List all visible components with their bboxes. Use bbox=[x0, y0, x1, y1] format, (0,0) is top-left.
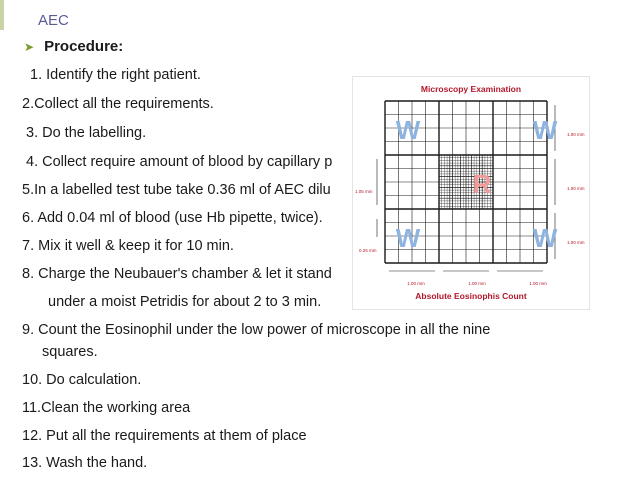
right-measure-label: 1.00 mm bbox=[567, 186, 585, 191]
corner-square-letter: W bbox=[532, 223, 558, 253]
left-measure-label: 0.25 mm bbox=[359, 248, 377, 253]
step-1: 1. Identify the right patient. bbox=[30, 67, 201, 83]
bottom-measure-label: 1.00 mm bbox=[407, 281, 425, 286]
bottom-measure-label: 1.00 mm bbox=[468, 281, 486, 286]
corner-accent bbox=[0, 0, 34, 30]
step-8: 8. Charge the Neubauer's chamber & let it stand bbox=[22, 266, 332, 282]
step-8-continued: under a moist Petridis for about 2 to 3 min. bbox=[48, 294, 322, 310]
neubauer-chamber-figure bbox=[352, 76, 590, 310]
bottom-measure-label: 1.00 mm bbox=[529, 281, 547, 286]
corner-square-letter: W bbox=[395, 115, 421, 145]
figure-title: Microscopy Examination bbox=[420, 84, 522, 94]
step-4: 4. Collect require amount of blood by capillary p bbox=[26, 154, 333, 170]
arrow-bullet-icon: ➤ bbox=[24, 40, 35, 54]
step-13: 13. Wash the hand. bbox=[22, 455, 148, 471]
step-5: 5.In a labelled test tube take 0.36 ml of AEC dilu bbox=[22, 182, 331, 198]
step-11: 11.Clean the working area bbox=[22, 400, 191, 416]
corner-square-letter: W bbox=[395, 223, 421, 253]
procedure-heading-text: Procedure: bbox=[44, 38, 124, 55]
step-9-continued: squares. bbox=[42, 344, 98, 360]
right-measure-label: 1.00 mm bbox=[567, 240, 585, 245]
step-10: 10. Do calculation. bbox=[22, 372, 142, 388]
corner-square-letter: W bbox=[532, 115, 558, 145]
step-12: 12. Put all the requirements at them of place bbox=[22, 428, 307, 444]
step-7: 7. Mix it well & keep it for 10 min. bbox=[22, 238, 234, 254]
center-square-letter: R bbox=[472, 169, 492, 199]
slide-brand: AEC bbox=[38, 12, 69, 29]
hemocytometer-grid bbox=[353, 77, 589, 309]
procedure-heading bbox=[24, 38, 123, 55]
step-2: 2.Collect all the requirements. bbox=[22, 96, 214, 112]
figure-caption: Absolute Eosinophis Count bbox=[415, 291, 527, 301]
step-9: 9. Count the Eosinophil under the low power of microscope in all the nine bbox=[22, 322, 491, 338]
step-3: 3. Do the labelling. bbox=[26, 125, 147, 141]
left-measure-label: 1.05 mm bbox=[355, 189, 373, 194]
right-measure-label: 1.00 mm bbox=[567, 132, 585, 137]
step-6: 6. Add 0.04 ml of blood (use Hb pipette, twice). bbox=[22, 210, 323, 226]
